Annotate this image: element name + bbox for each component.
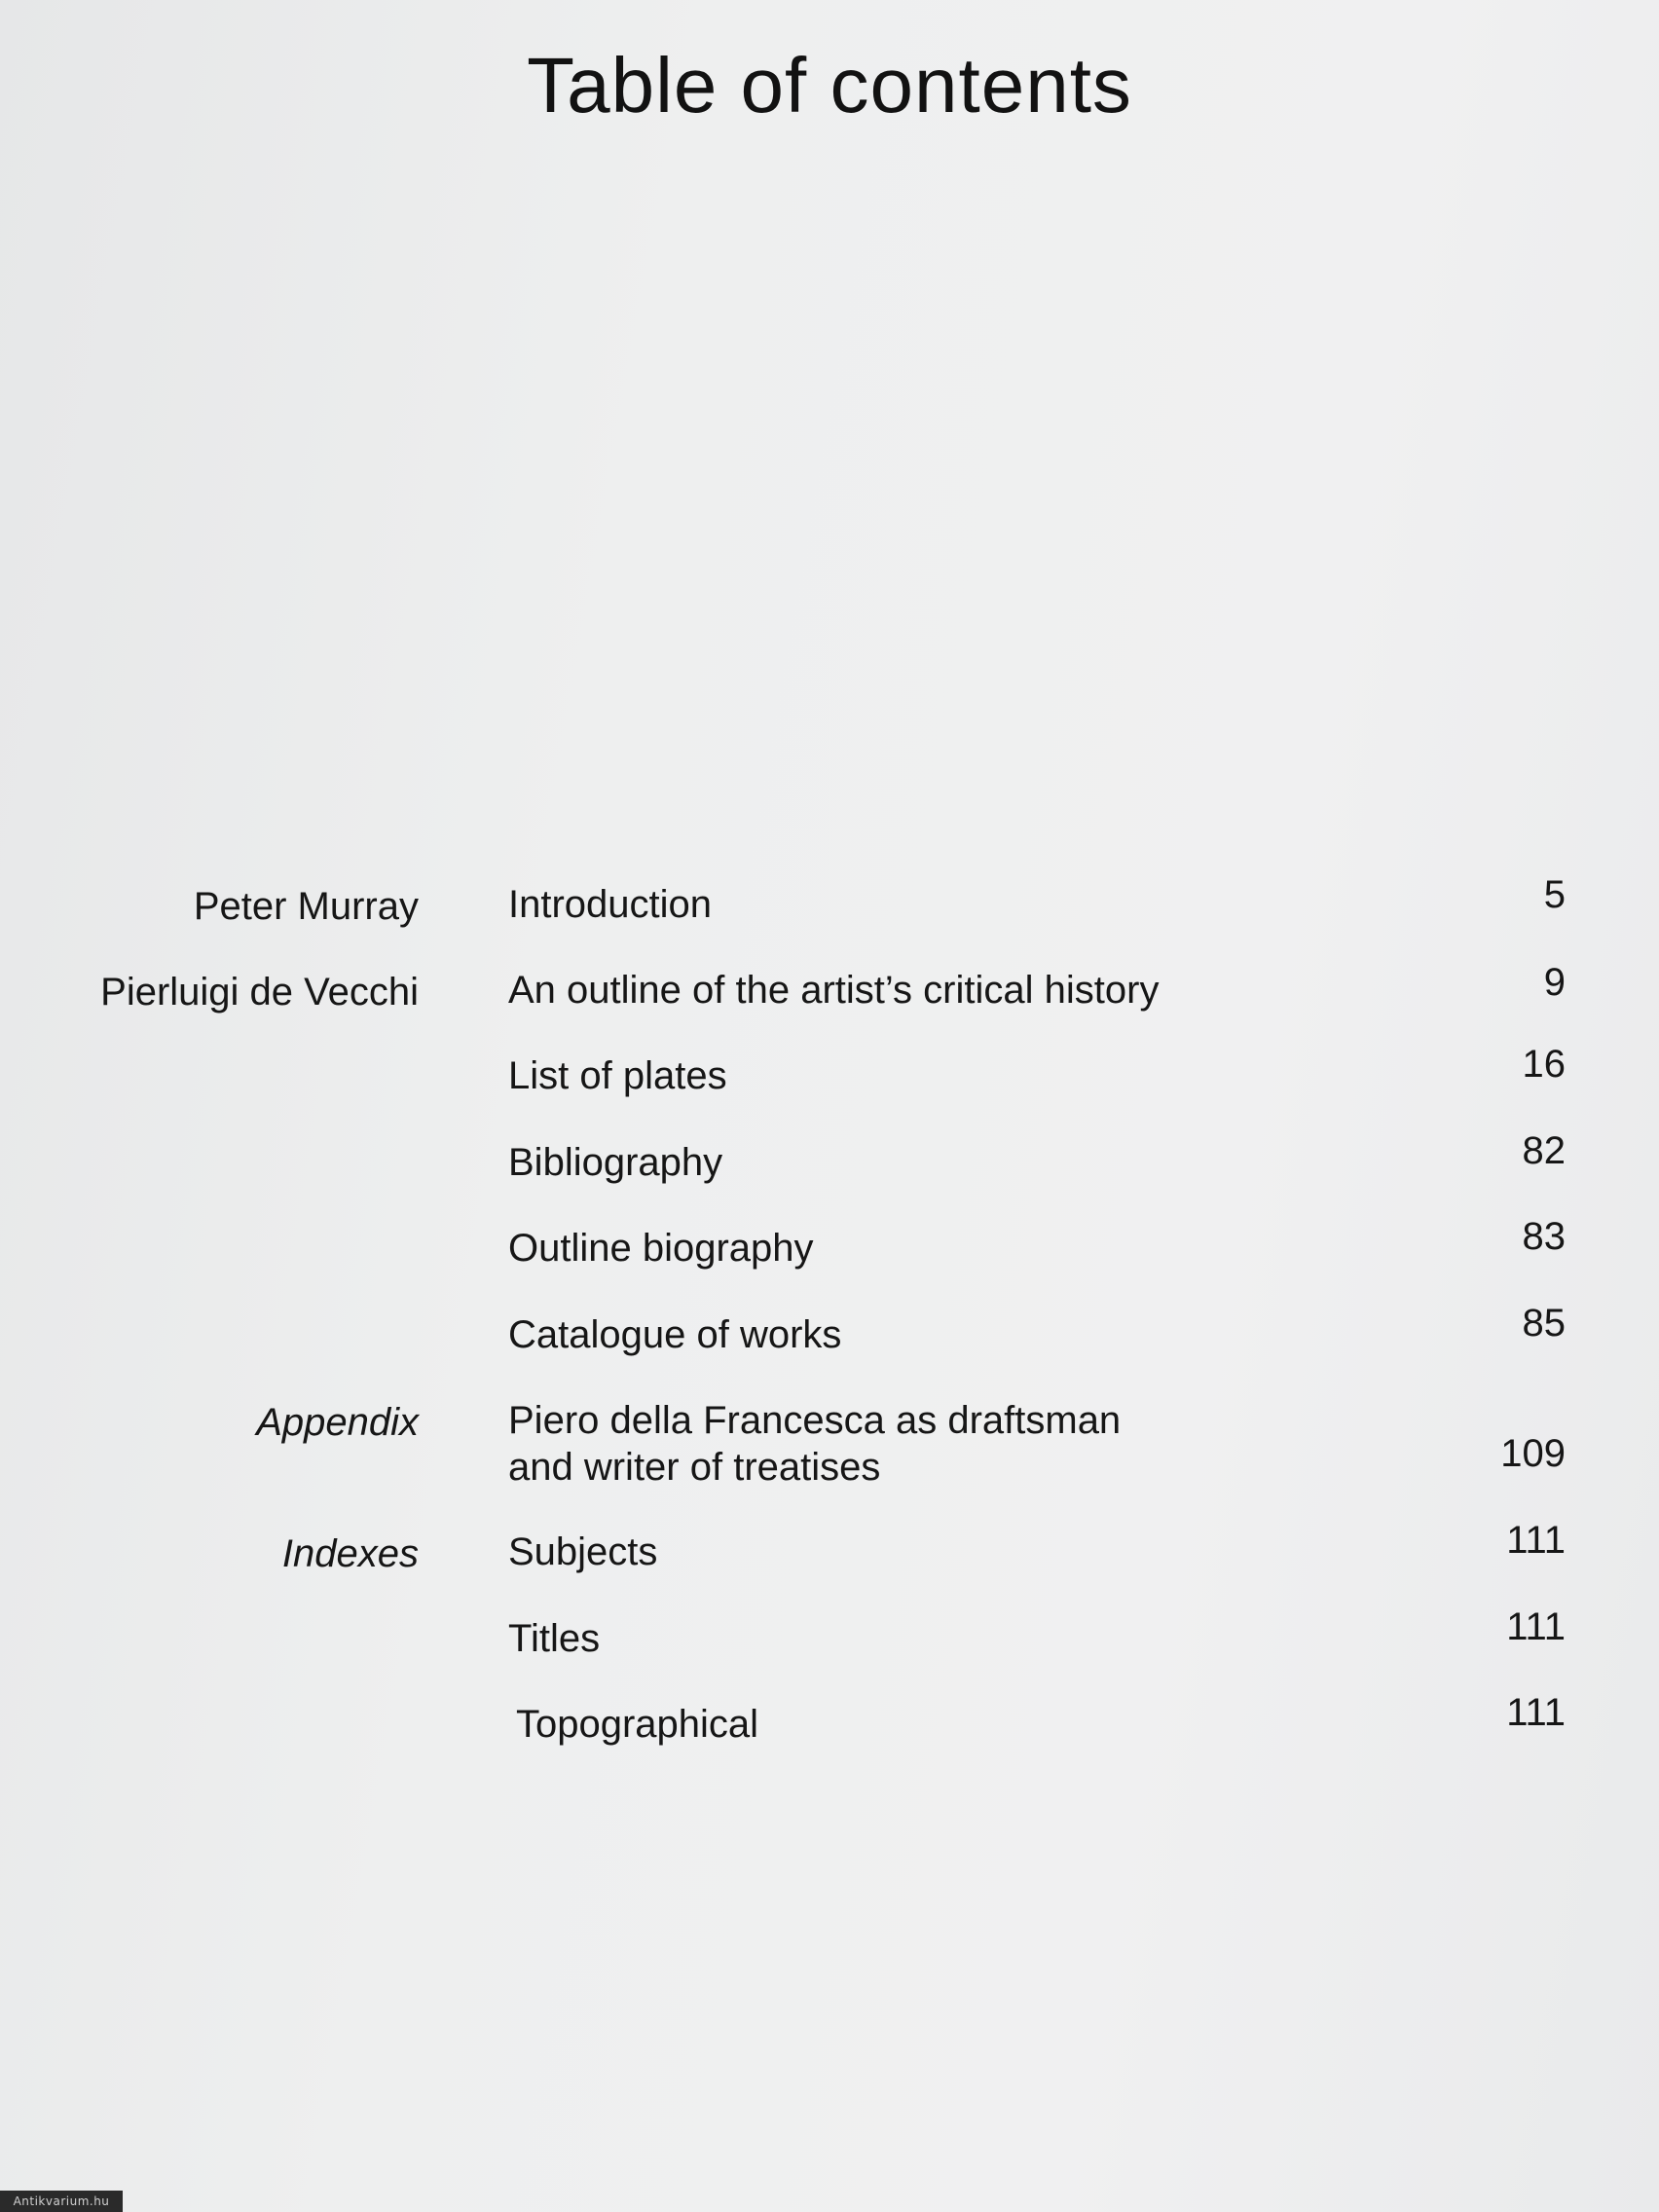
toc-row xyxy=(0,1043,1659,1130)
toc-row xyxy=(0,1691,1659,1779)
toc-section-label: Indexes xyxy=(281,1532,419,1575)
toc-entry: Topographical xyxy=(516,1703,759,1746)
toc-row xyxy=(0,1519,1659,1606)
toc-page-number: 83 xyxy=(1522,1215,1566,1258)
toc-row xyxy=(0,1397,1659,1504)
toc-entry: List of plates xyxy=(508,1054,727,1097)
toc-entry: Outline biography xyxy=(508,1227,814,1270)
watermark-logo: Antikvarium.hu xyxy=(0,2191,123,2212)
toc-entry xyxy=(508,1397,1121,1491)
toc-entry-line: and writer of treatises xyxy=(508,1446,881,1489)
toc-row xyxy=(0,873,1659,959)
toc-row xyxy=(0,1129,1659,1217)
toc-page-number: 109 xyxy=(1500,1432,1566,1475)
page-title: Table of contents xyxy=(527,42,1132,129)
toc-page-number: 82 xyxy=(1522,1129,1566,1172)
toc-entry: Catalogue of works xyxy=(508,1313,842,1356)
toc-row xyxy=(0,1605,1659,1693)
toc-row xyxy=(0,1302,1659,1389)
toc-page-number: 111 xyxy=(1506,1605,1566,1648)
toc-entry: An outline of the artist’s critical history xyxy=(508,969,1160,1012)
toc-entry: Subjects xyxy=(508,1530,658,1573)
toc-author: Peter Murray xyxy=(193,885,419,928)
toc-page-number: 111 xyxy=(1506,1691,1566,1734)
toc-section-label: Appendix xyxy=(256,1401,419,1444)
toc-entry: Introduction xyxy=(508,883,713,926)
toc-page-number: 5 xyxy=(1543,873,1566,916)
toc-row xyxy=(0,961,1659,1045)
toc-page-number: 9 xyxy=(1543,961,1566,1004)
toc-page-number: 85 xyxy=(1522,1302,1566,1345)
toc-entry: Bibliography xyxy=(508,1141,723,1184)
toc-page-number: 111 xyxy=(1506,1519,1566,1562)
toc-row xyxy=(0,1215,1659,1303)
toc-entry-line: Piero della Francesca as draftsman xyxy=(508,1399,1122,1442)
toc-author: Pierluigi de Vecchi xyxy=(100,971,419,1014)
toc-page-number: 16 xyxy=(1522,1043,1566,1086)
toc-entry: Titles xyxy=(508,1617,601,1660)
